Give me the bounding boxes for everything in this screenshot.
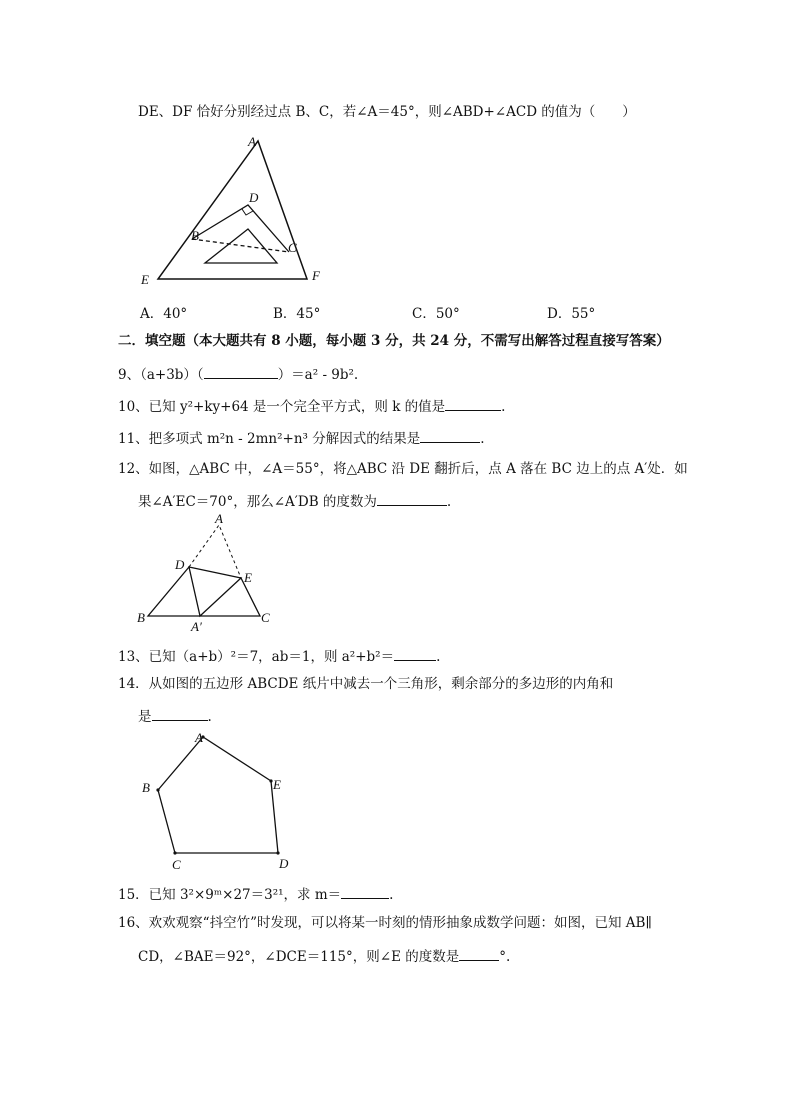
q8-label-c: C: [288, 240, 297, 255]
q10-text-after: .: [501, 399, 506, 415]
q15: [118, 884, 393, 904]
q12-answer-blank[interactable]: [377, 491, 447, 506]
q12-text-after: .: [446, 494, 452, 510]
q16-line-2: [138, 946, 510, 966]
q12-figure: [130, 510, 290, 635]
q16-answer-blank[interactable]: [459, 946, 499, 961]
q15-answer-blank[interactable]: [341, 884, 389, 899]
q11: [118, 428, 485, 448]
q10-text-before: 10、已知 y²+ky+64 是一个完全平方式，则 k 的值是: [118, 399, 446, 415]
q12-line-2: [138, 491, 451, 511]
q14-figure: [130, 725, 310, 875]
q12-dashed-fold: [189, 525, 241, 578]
q14-text-before: 是: [138, 709, 152, 725]
q14-line-2: [138, 706, 212, 726]
q16-text-after: °.: [499, 949, 511, 965]
q12-label-b: B: [137, 610, 145, 625]
q8-figure: [130, 130, 330, 290]
q9-text-before: 9、（a+3b）（: [118, 367, 204, 383]
q10: [118, 396, 505, 416]
q8-option-a: A．40°: [140, 306, 188, 322]
q12-label-d: D: [175, 557, 185, 572]
q13-answer-blank[interactable]: [394, 646, 436, 661]
q14-text-after: .: [207, 709, 212, 725]
q12-label-e: E: [244, 570, 252, 585]
q8-label-a: A: [248, 134, 256, 149]
q14-pentagon: [158, 737, 278, 853]
q8-outer-triangle: [158, 141, 307, 279]
q14-answer-blank[interactable]: [152, 706, 208, 721]
q12-folded-triangle: [189, 567, 241, 616]
q8-right-angle-mark: [242, 209, 253, 215]
q8-option-b: B．45°: [273, 306, 321, 322]
q13-text-before: 13、已知（a+b）²＝7，ab＝1，则 a²+b²＝: [118, 649, 395, 665]
q14-label-d: D: [279, 856, 289, 871]
q13: [118, 646, 440, 666]
q14-label-e: E: [273, 777, 281, 792]
q12-label-a: A: [215, 511, 223, 526]
q13-text-after: .: [436, 649, 441, 665]
q10-answer-blank[interactable]: [445, 396, 501, 411]
q15-text-after: .: [389, 887, 394, 903]
q8-label-e: E: [141, 272, 149, 287]
q9-text-after: ）＝a² - 9b².: [277, 367, 359, 383]
q8-stem: DE、DF 恰好分别经过点 B、C，若∠A＝45°，则∠ABD+∠ACD 的值为（ ）: [138, 104, 636, 120]
q14-label-a: A: [195, 730, 203, 745]
q14-label-c: C: [172, 857, 181, 872]
q8-option-c: C．50°: [412, 306, 460, 322]
section-2-heading: 二．填空题（本大题共有 8 小题，每小题 3 分，共 24 分，不需写出解答过程直接写答案）: [118, 333, 670, 349]
q16-line-1: 16、欢欢观察“抖空竹”时发现，可以将某一时刻的情形抽象成数学问题：如图，已知 AB∥: [118, 915, 652, 931]
q11-text-before: 11、把多项式 m²n - 2mn²+n³ 分解因式的结果是: [118, 431, 421, 447]
q8-label-f: F: [312, 268, 320, 283]
q14-vertex-d: [276, 851, 279, 854]
q8-dashed-bc: [192, 239, 289, 252]
q16-text-before: CD，∠BAE＝92°，∠DCE＝115°，则∠E 的度数是: [138, 949, 460, 965]
q14-vertex-b: [156, 788, 159, 791]
q14-vertex-c: [173, 851, 176, 854]
q12-label-c: C: [261, 610, 270, 625]
q12-label-a-prime: A′: [191, 619, 202, 634]
q8-label-d: D: [249, 190, 259, 205]
q14-label-b: B: [142, 780, 150, 795]
q9-answer-blank[interactable]: [204, 364, 278, 379]
q8-label-b: B: [191, 228, 199, 243]
q11-text-after: .: [480, 431, 485, 447]
q9: [118, 364, 358, 384]
q12-text-before: 果∠A′EC＝70°，那么∠A′DB 的度数为: [138, 494, 377, 510]
q14-line-1: 14．从如图的五边形 ABCDE 纸片中减去一个三角形，剩余部分的多边形的内角和: [118, 676, 614, 692]
q12-line-1: 12、如图，△ABC 中，∠A＝55°，将△ABC 沿 DE 翻折后，点 A 落在 BC 边上的点 A′处．如: [118, 461, 688, 477]
q8-option-d: D．55°: [547, 306, 596, 322]
q11-answer-blank[interactable]: [420, 428, 480, 443]
q15-text-before: 15．已知 3²×9ᵐ×27＝3²¹，求 m＝: [118, 887, 342, 903]
